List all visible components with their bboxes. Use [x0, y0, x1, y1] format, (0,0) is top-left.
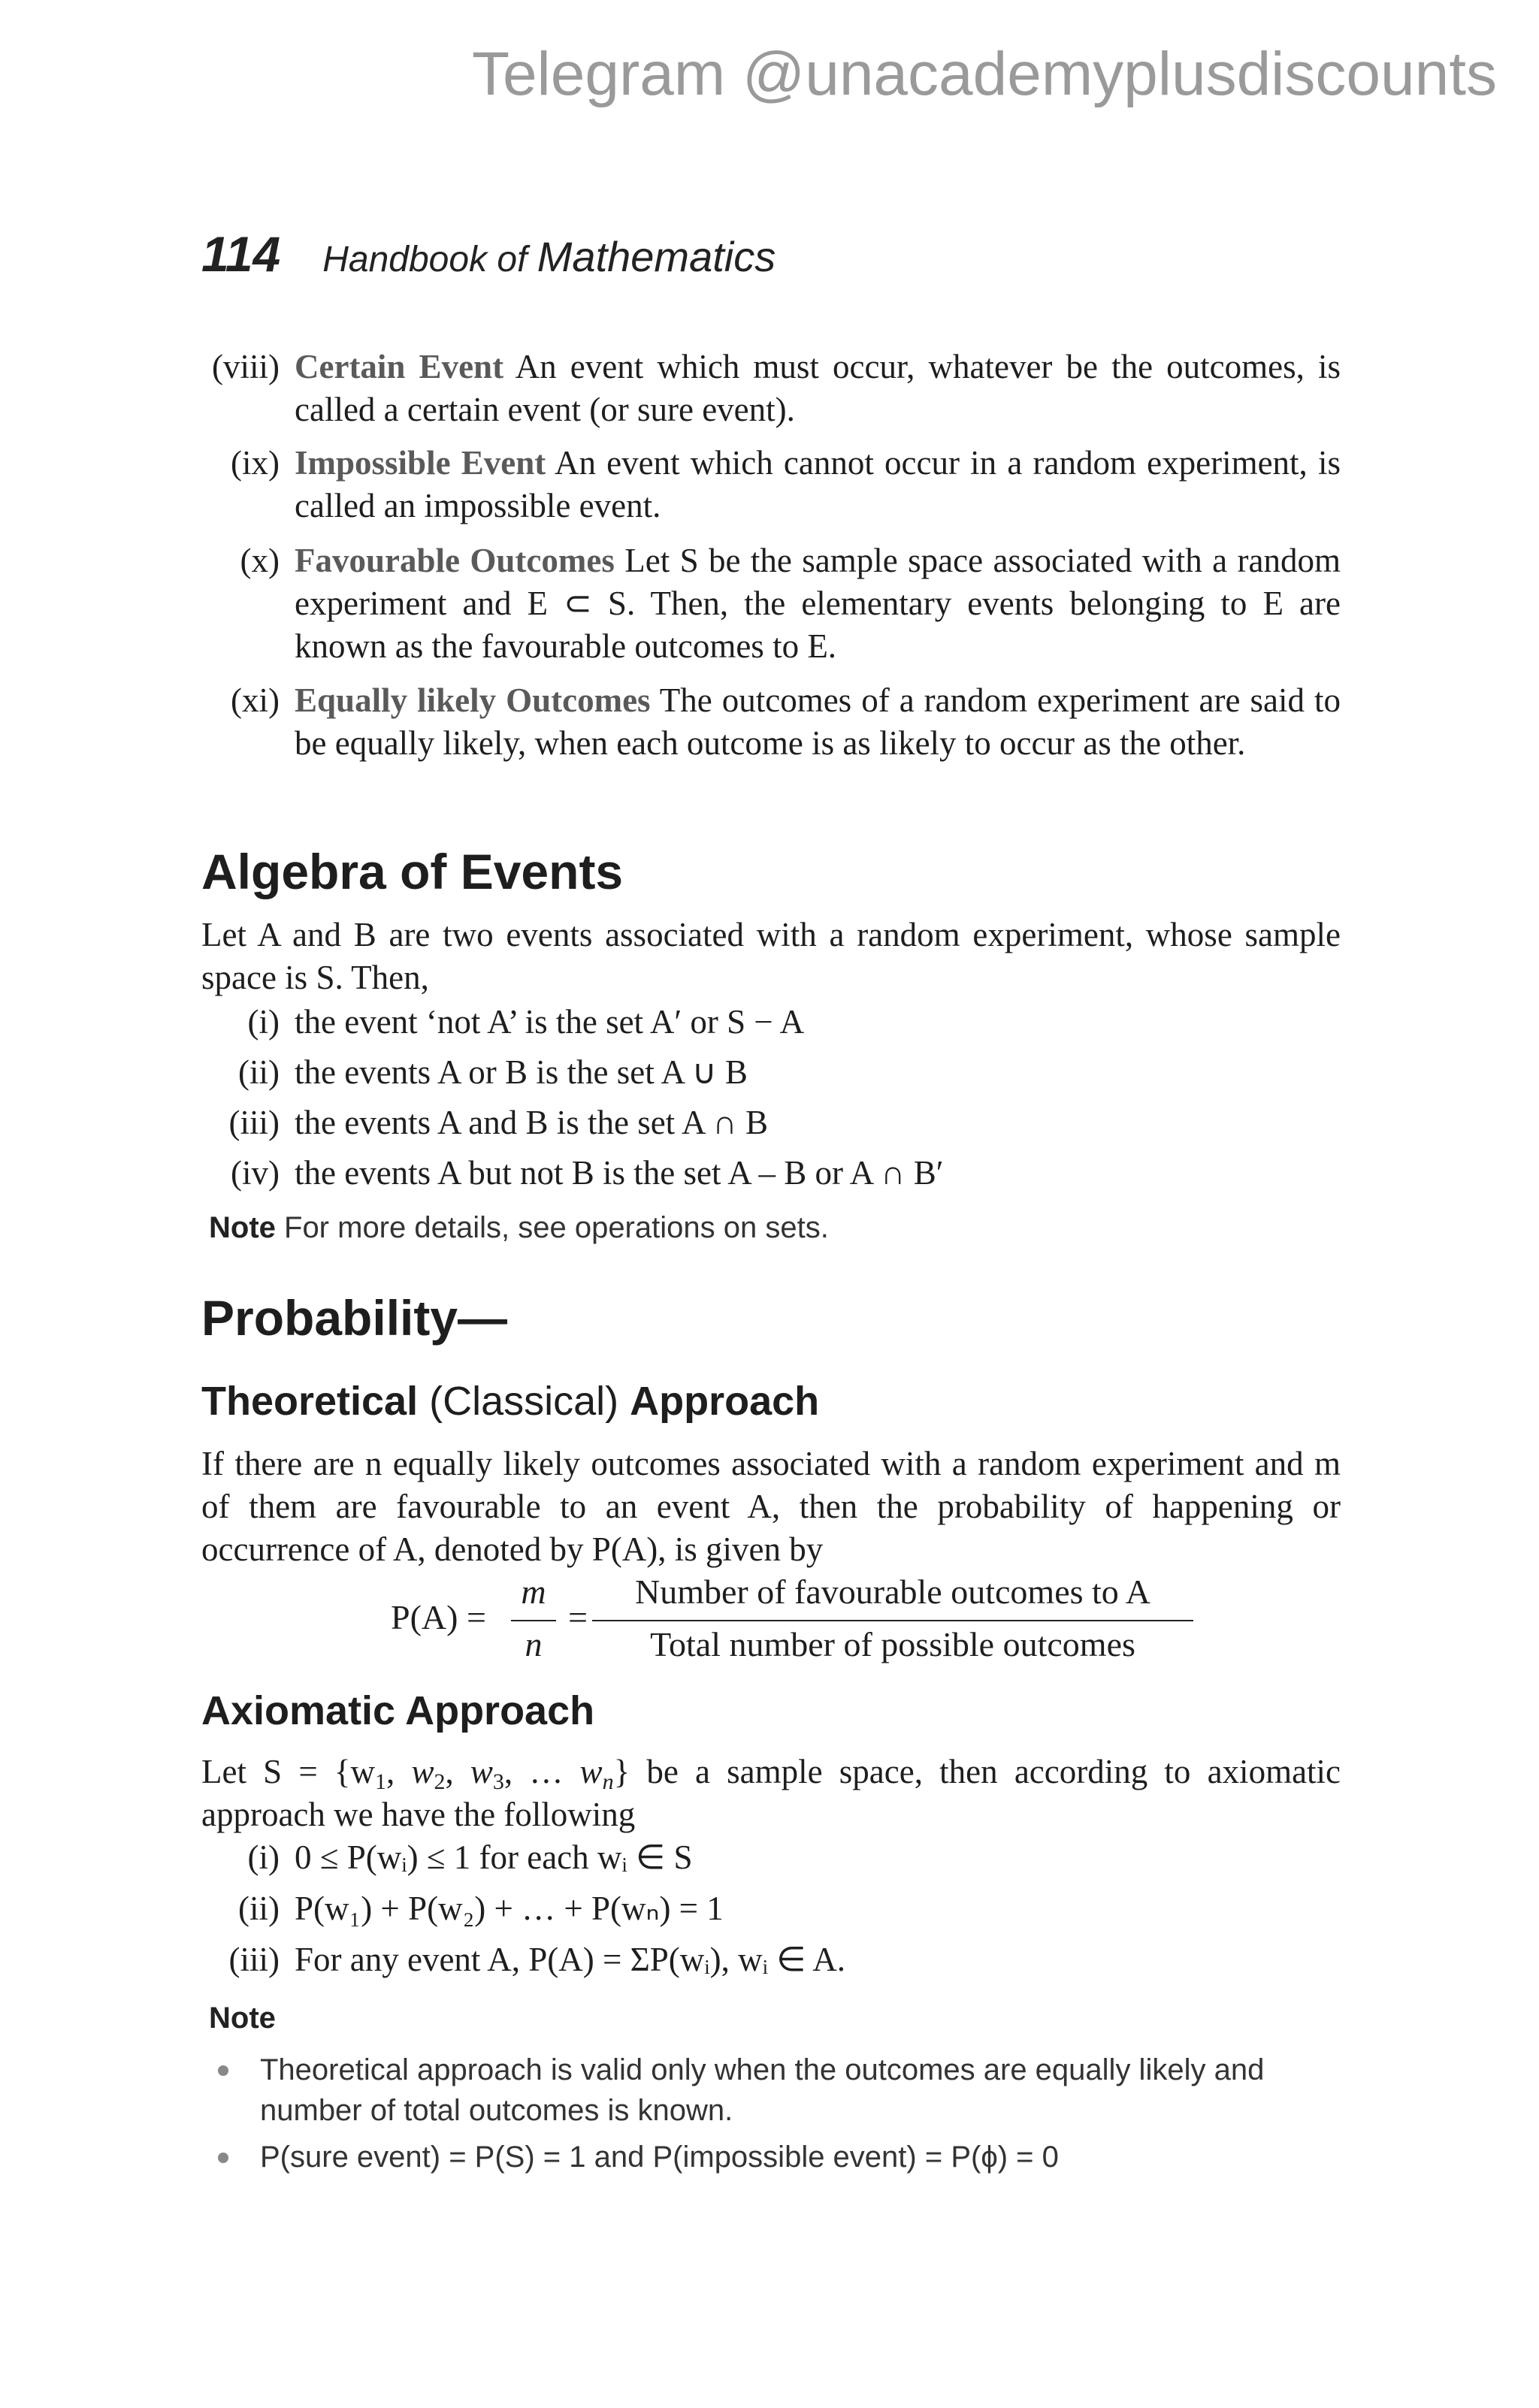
bullet-icon: [218, 2065, 228, 2076]
bullet-icon: [218, 2153, 228, 2163]
list-item: (ii) P(w₁) + P(w₂) + … + P(wₙ) = 1: [238, 1890, 724, 1927]
note-operations: Note For more details, see operations on sets.: [209, 1211, 829, 1244]
note-label: Note: [209, 1211, 276, 1244]
definition-item: (viii) Certain Event An event which must occur, whatever be the outcomes, is called a certain event (or sure event).: [212, 348, 1341, 428]
formula-lhs: P(A) =: [391, 1598, 486, 1636]
term-certain-event: Certain Event: [295, 348, 504, 385]
heading-theoretical-approach: Theoretical (Classical) Approach: [201, 1379, 820, 1424]
formula-equals: =: [568, 1598, 588, 1636]
fraction-bar: [592, 1620, 1193, 1621]
list-item: (ii) the events A or B is the set A ∪ B: [238, 1053, 748, 1091]
note-probability: [209, 2002, 276, 2035]
page-number: 114: [201, 226, 281, 282]
axiomatic-intro: Let $S = \{w_1$, $w_2$, $w_3$, … $w_n$} be a sample space, then according to axiomatic approach we have the following: [201, 1753, 1341, 1833]
list-item: (iv) the events A but not B is the set A – B or A ∩ B′: [231, 1154, 944, 1192]
probability-formula: [391, 1572, 1217, 1677]
formula-denominator-text: Total number of possible outcomes: [650, 1625, 1135, 1663]
book-title: Handbook of Mathematics: [322, 233, 776, 280]
list-item: (i) 0 ≤ P(wᵢ) ≤ 1 for each wᵢ ∈ S: [247, 1838, 693, 1876]
heading-axiomatic-approach: Axiomatic Approach: [201, 1688, 595, 1733]
theoretical-text: If there are n equally likely outcomes associated with a random experiment and m of them are favourable to an event A, then the probability of happening or occurrence of A, denoted by P(A), is given by: [201, 1445, 1341, 1568]
list-item: Theoretical approach is valid only when the outcomes are equally likely and number of total outcomes is known.: [218, 2050, 1345, 2131]
definition-item: (x) Favourable Outcomes Let S be the sample space associated with a random experiment and E ⊂ S. Then, the elementary events belonging to E are known as the favourable outcomes to E.: [240, 542, 1341, 665]
formula-numerator-text: Number of favourable outcomes to A: [635, 1573, 1150, 1611]
term-favourable-outcomes: Favourable Outcomes: [295, 542, 615, 579]
watermark: Telegram @unacademyplusdiscounts: [471, 40, 1497, 108]
heading-algebra-of-events: Algebra of Events: [201, 844, 624, 899]
definition-item: (xi) Equally likely Outcomes The outcomes of a random experiment are said to be equally likely, when each outcome is as likely to occur as the other.: [231, 681, 1341, 762]
term-impossible-event: Impossible Event: [295, 444, 546, 482]
algebra-intro: Let A and B are two events associated with a random experiment, whose sample space is S. Then,: [201, 916, 1341, 996]
list-item: P(sure event) = P(S) = 1 and P(impossible event) = P(ϕ) = 0: [218, 2137, 1345, 2177]
list-item: (iii) For any event A, P(A) = ΣP(wᵢ), wᵢ ∈ A.: [228, 1941, 845, 1978]
definition-item: (ix) Impossible Event An event which cannot occur in a random experiment, is called an impossible event.: [231, 444, 1341, 524]
formula-numerator-m: m: [521, 1573, 546, 1611]
running-head: [201, 225, 776, 282]
heading-probability: Probability—: [201, 1290, 508, 1346]
list-item: (iii) the events A and B is the set A ∩ B: [228, 1104, 768, 1141]
fraction-bar: [511, 1620, 556, 1621]
term-equally-likely-outcomes: Equally likely Outcomes: [295, 681, 651, 719]
formula-denominator-n: n: [525, 1625, 543, 1663]
list-item: (i) the event ‘not A’ is the set A′ or S − A: [247, 1003, 805, 1041]
note-label: Note: [209, 2002, 276, 2035]
